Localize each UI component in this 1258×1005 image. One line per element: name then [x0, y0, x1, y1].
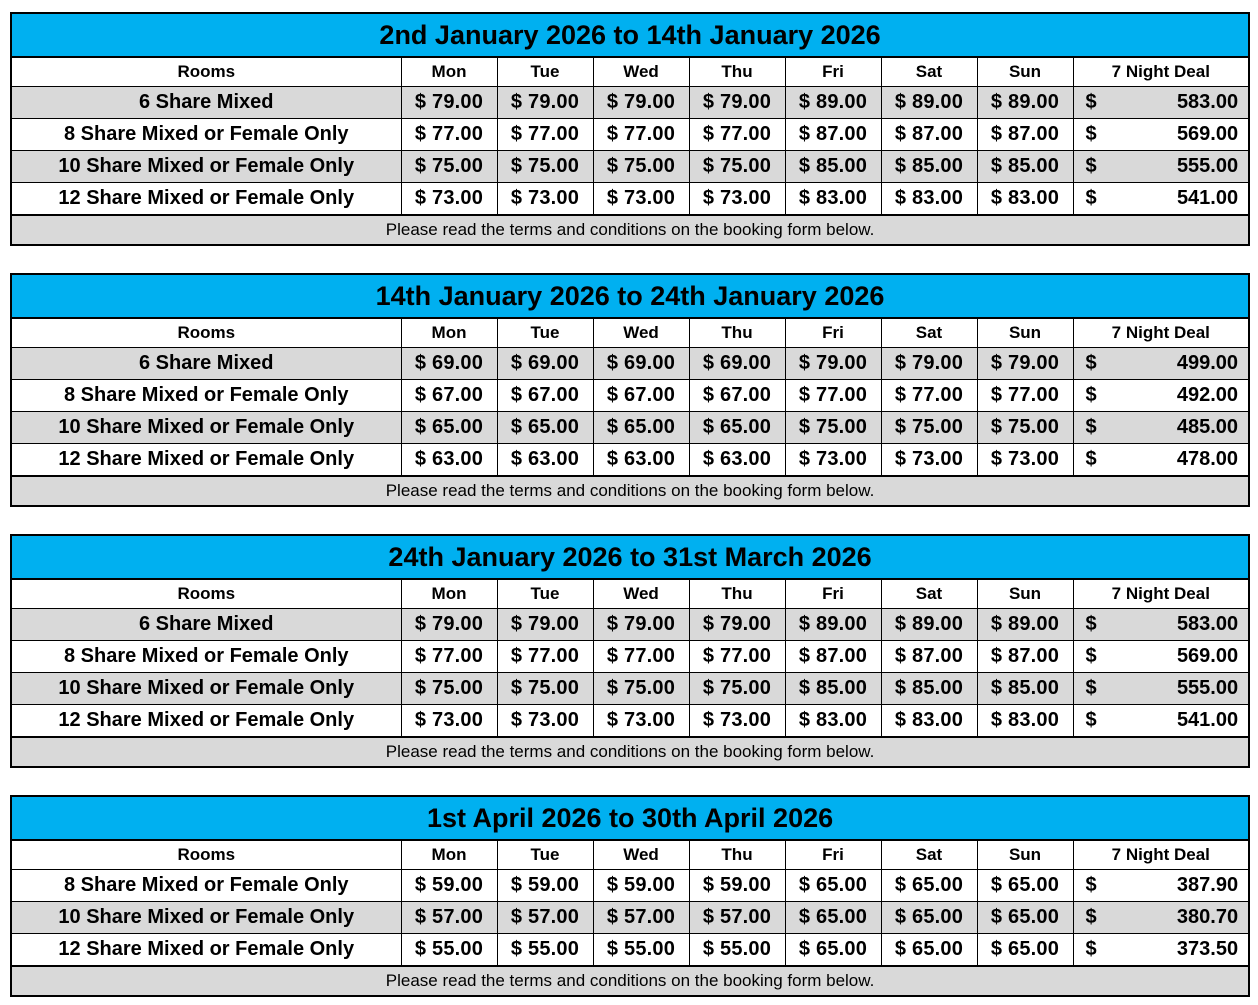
header-sun: Sun	[977, 318, 1073, 348]
price-fri: $ 75.00	[785, 412, 881, 444]
deal-price: 583.00	[1176, 91, 1239, 113]
price-sun: $ 85.00	[977, 673, 1073, 705]
room-name: 12 Share Mixed or Female Only	[11, 444, 401, 477]
price-sat: $ 87.00	[881, 119, 977, 151]
header-sat: Sat	[881, 318, 977, 348]
deal-cell	[1073, 183, 1249, 216]
price-sat: $ 83.00	[881, 705, 977, 738]
price-thu: $ 57.00	[689, 902, 785, 934]
currency-symbol: $	[1085, 187, 1097, 209]
table-row	[11, 412, 1249, 444]
room-name: 8 Share Mixed or Female Only	[11, 380, 401, 412]
price-wed: $ 79.00	[593, 609, 689, 641]
price-sat: $ 75.00	[881, 412, 977, 444]
price-sun: $ 83.00	[977, 183, 1073, 216]
deal-price: 485.00	[1176, 416, 1239, 438]
table-row	[11, 934, 1249, 967]
currency-symbol: $	[1085, 613, 1097, 635]
price-wed: $ 63.00	[593, 444, 689, 477]
room-name: 10 Share Mixed or Female Only	[11, 673, 401, 705]
deal-price: 569.00	[1176, 123, 1239, 145]
price-wed: $ 75.00	[593, 151, 689, 183]
price-thu: $ 75.00	[689, 673, 785, 705]
price-fri: $ 89.00	[785, 87, 881, 119]
price-thu: $ 55.00	[689, 934, 785, 967]
price-sun: $ 87.00	[977, 119, 1073, 151]
price-tue: $ 77.00	[497, 641, 593, 673]
deal-cell	[1073, 87, 1249, 119]
header-rooms: Rooms	[11, 579, 401, 609]
table-row	[11, 673, 1249, 705]
price-thu: $ 77.00	[689, 119, 785, 151]
price-sun: $ 65.00	[977, 870, 1073, 902]
deal-price: 555.00	[1176, 155, 1239, 177]
header-tue: Tue	[497, 579, 593, 609]
terms-note: Please read the terms and conditions on the booking form below.	[11, 966, 1249, 996]
price-wed: $ 65.00	[593, 412, 689, 444]
header-tue: Tue	[497, 318, 593, 348]
price-sat: $ 77.00	[881, 380, 977, 412]
table-row	[11, 902, 1249, 934]
period-title: 14th January 2026 to 24th January 2026	[11, 274, 1249, 318]
header-thu: Thu	[689, 318, 785, 348]
price-sun: $ 75.00	[977, 412, 1073, 444]
period-title: 24th January 2026 to 31st March 2026	[11, 535, 1249, 579]
header-rooms: Rooms	[11, 840, 401, 870]
room-name: 6 Share Mixed	[11, 609, 401, 641]
deal-cell	[1073, 705, 1249, 738]
price-wed: $ 57.00	[593, 902, 689, 934]
price-fri: $ 89.00	[785, 609, 881, 641]
price-thu: $ 73.00	[689, 183, 785, 216]
price-sat: $ 79.00	[881, 348, 977, 380]
header-mon: Mon	[401, 318, 497, 348]
price-thu: $ 75.00	[689, 151, 785, 183]
table-row	[11, 641, 1249, 673]
price-sat: $ 87.00	[881, 641, 977, 673]
price-mon: $ 75.00	[401, 151, 497, 183]
currency-symbol: $	[1085, 155, 1097, 177]
price-fri: $ 83.00	[785, 705, 881, 738]
header-sat: Sat	[881, 840, 977, 870]
price-sat: $ 89.00	[881, 87, 977, 119]
deal-price: 555.00	[1176, 677, 1239, 699]
price-sun: $ 87.00	[977, 641, 1073, 673]
room-name: 12 Share Mixed or Female Only	[11, 934, 401, 967]
price-mon: $ 59.00	[401, 870, 497, 902]
header-fri: Fri	[785, 318, 881, 348]
price-mon: $ 55.00	[401, 934, 497, 967]
currency-symbol: $	[1085, 384, 1097, 406]
price-sat: $ 89.00	[881, 609, 977, 641]
price-mon: $ 65.00	[401, 412, 497, 444]
table-row	[11, 705, 1249, 738]
terms-note: Please read the terms and conditions on the booking form below.	[11, 215, 1249, 245]
deal-cell	[1073, 348, 1249, 380]
table-row	[11, 151, 1249, 183]
price-fri: $ 87.00	[785, 119, 881, 151]
period-title: 1st April 2026 to 30th April 2026	[11, 796, 1249, 840]
currency-symbol: $	[1085, 874, 1097, 896]
period-title: 2nd January 2026 to 14th January 2026	[11, 13, 1249, 57]
room-name: 8 Share Mixed or Female Only	[11, 641, 401, 673]
room-name: 12 Share Mixed or Female Only	[11, 705, 401, 738]
currency-symbol: $	[1085, 352, 1097, 374]
deal-cell	[1073, 641, 1249, 673]
currency-symbol: $	[1085, 677, 1097, 699]
terms-note: Please read the terms and conditions on the booking form below.	[11, 737, 1249, 767]
header-rooms: Rooms	[11, 57, 401, 87]
price-mon: $ 73.00	[401, 183, 497, 216]
price-tue: $ 67.00	[497, 380, 593, 412]
header-mon: Mon	[401, 840, 497, 870]
header-wed: Wed	[593, 840, 689, 870]
price-mon: $ 73.00	[401, 705, 497, 738]
price-tue: $ 79.00	[497, 87, 593, 119]
header-sun: Sun	[977, 57, 1073, 87]
rate-table-3	[10, 534, 1250, 768]
deal-cell	[1073, 444, 1249, 477]
header-fri: Fri	[785, 57, 881, 87]
price-sat: $ 85.00	[881, 151, 977, 183]
room-name: 8 Share Mixed or Female Only	[11, 119, 401, 151]
room-name: 10 Share Mixed or Female Only	[11, 902, 401, 934]
header-7-night-deal: 7 Night Deal	[1073, 840, 1249, 870]
price-tue: $ 75.00	[497, 673, 593, 705]
price-tue: $ 59.00	[497, 870, 593, 902]
price-fri: $ 65.00	[785, 870, 881, 902]
price-wed: $ 73.00	[593, 705, 689, 738]
price-thu: $ 77.00	[689, 641, 785, 673]
header-sun: Sun	[977, 840, 1073, 870]
header-tue: Tue	[497, 57, 593, 87]
deal-cell	[1073, 870, 1249, 902]
table-row	[11, 348, 1249, 380]
header-wed: Wed	[593, 318, 689, 348]
price-wed: $ 59.00	[593, 870, 689, 902]
deal-cell	[1073, 151, 1249, 183]
deal-cell	[1073, 609, 1249, 641]
header-7-night-deal: 7 Night Deal	[1073, 579, 1249, 609]
price-mon: $ 75.00	[401, 673, 497, 705]
room-name: 6 Share Mixed	[11, 348, 401, 380]
rate-table-1	[10, 12, 1250, 246]
price-tue: $ 77.00	[497, 119, 593, 151]
price-sun: $ 89.00	[977, 609, 1073, 641]
room-name: 10 Share Mixed or Female Only	[11, 151, 401, 183]
deal-cell	[1073, 902, 1249, 934]
price-wed: $ 77.00	[593, 119, 689, 151]
price-sat: $ 85.00	[881, 673, 977, 705]
price-sun: $ 65.00	[977, 902, 1073, 934]
currency-symbol: $	[1085, 123, 1097, 145]
price-wed: $ 79.00	[593, 87, 689, 119]
price-sat: $ 83.00	[881, 183, 977, 216]
header-7-night-deal: 7 Night Deal	[1073, 57, 1249, 87]
header-thu: Thu	[689, 579, 785, 609]
price-tue: $ 75.00	[497, 151, 593, 183]
header-sat: Sat	[881, 579, 977, 609]
price-thu: $ 63.00	[689, 444, 785, 477]
header-7-night-deal: 7 Night Deal	[1073, 318, 1249, 348]
price-thu: $ 79.00	[689, 609, 785, 641]
price-fri: $ 87.00	[785, 641, 881, 673]
rate-table-4	[10, 795, 1250, 997]
header-thu: Thu	[689, 840, 785, 870]
price-mon: $ 79.00	[401, 609, 497, 641]
price-tue: $ 73.00	[497, 705, 593, 738]
table-row	[11, 119, 1249, 151]
price-mon: $ 57.00	[401, 902, 497, 934]
deal-price: 541.00	[1176, 187, 1239, 209]
currency-symbol: $	[1085, 448, 1097, 470]
price-sun: $ 85.00	[977, 151, 1073, 183]
table-row	[11, 183, 1249, 216]
room-name: 10 Share Mixed or Female Only	[11, 412, 401, 444]
deal-cell	[1073, 380, 1249, 412]
header-mon: Mon	[401, 579, 497, 609]
deal-cell	[1073, 934, 1249, 967]
deal-price: 373.50	[1176, 938, 1239, 960]
price-fri: $ 83.00	[785, 183, 881, 216]
deal-cell	[1073, 412, 1249, 444]
price-tue: $ 63.00	[497, 444, 593, 477]
price-wed: $ 77.00	[593, 641, 689, 673]
price-thu: $ 69.00	[689, 348, 785, 380]
price-wed: $ 73.00	[593, 183, 689, 216]
table-row	[11, 380, 1249, 412]
price-mon: $ 77.00	[401, 119, 497, 151]
price-sun: $ 77.00	[977, 380, 1073, 412]
table-row	[11, 87, 1249, 119]
deal-cell	[1073, 673, 1249, 705]
price-fri: $ 85.00	[785, 673, 881, 705]
deal-cell	[1073, 119, 1249, 151]
price-sun: $ 89.00	[977, 87, 1073, 119]
price-wed: $ 75.00	[593, 673, 689, 705]
price-wed: $ 55.00	[593, 934, 689, 967]
header-thu: Thu	[689, 57, 785, 87]
price-tue: $ 57.00	[497, 902, 593, 934]
price-thu: $ 73.00	[689, 705, 785, 738]
room-name: 12 Share Mixed or Female Only	[11, 183, 401, 216]
deal-price: 569.00	[1176, 645, 1239, 667]
currency-symbol: $	[1085, 645, 1097, 667]
header-mon: Mon	[401, 57, 497, 87]
deal-price: 478.00	[1176, 448, 1239, 470]
price-tue: $ 55.00	[497, 934, 593, 967]
price-mon: $ 67.00	[401, 380, 497, 412]
currency-symbol: $	[1085, 91, 1097, 113]
deal-price: 541.00	[1176, 709, 1239, 731]
table-row	[11, 444, 1249, 477]
room-name: 6 Share Mixed	[11, 87, 401, 119]
price-fri: $ 73.00	[785, 444, 881, 477]
price-thu: $ 67.00	[689, 380, 785, 412]
table-row	[11, 870, 1249, 902]
price-fri: $ 65.00	[785, 934, 881, 967]
rate-table-2	[10, 273, 1250, 507]
price-sun: $ 73.00	[977, 444, 1073, 477]
header-fri: Fri	[785, 579, 881, 609]
price-tue: $ 69.00	[497, 348, 593, 380]
deal-price: 492.00	[1176, 384, 1239, 406]
header-sat: Sat	[881, 57, 977, 87]
currency-symbol: $	[1085, 709, 1097, 731]
header-rooms: Rooms	[11, 318, 401, 348]
price-sat: $ 65.00	[881, 934, 977, 967]
currency-symbol: $	[1085, 938, 1097, 960]
price-thu: $ 59.00	[689, 870, 785, 902]
price-wed: $ 67.00	[593, 380, 689, 412]
price-tue: $ 65.00	[497, 412, 593, 444]
price-thu: $ 65.00	[689, 412, 785, 444]
price-mon: $ 79.00	[401, 87, 497, 119]
price-tue: $ 73.00	[497, 183, 593, 216]
header-wed: Wed	[593, 579, 689, 609]
table-row	[11, 609, 1249, 641]
room-name: 8 Share Mixed or Female Only	[11, 870, 401, 902]
header-sun: Sun	[977, 579, 1073, 609]
price-mon: $ 69.00	[401, 348, 497, 380]
header-tue: Tue	[497, 840, 593, 870]
deal-price: 387.90	[1176, 874, 1239, 896]
currency-symbol: $	[1085, 906, 1097, 928]
deal-price: 499.00	[1176, 352, 1239, 374]
deal-price: 583.00	[1176, 613, 1239, 635]
price-mon: $ 77.00	[401, 641, 497, 673]
price-wed: $ 69.00	[593, 348, 689, 380]
price-mon: $ 63.00	[401, 444, 497, 477]
price-sun: $ 65.00	[977, 934, 1073, 967]
currency-symbol: $	[1085, 416, 1097, 438]
header-fri: Fri	[785, 840, 881, 870]
terms-note: Please read the terms and conditions on the booking form below.	[11, 476, 1249, 506]
header-wed: Wed	[593, 57, 689, 87]
price-fri: $ 79.00	[785, 348, 881, 380]
price-sun: $ 83.00	[977, 705, 1073, 738]
price-fri: $ 77.00	[785, 380, 881, 412]
deal-price: 380.70	[1176, 906, 1239, 928]
price-sat: $ 65.00	[881, 902, 977, 934]
price-sat: $ 73.00	[881, 444, 977, 477]
price-thu: $ 79.00	[689, 87, 785, 119]
price-sat: $ 65.00	[881, 870, 977, 902]
price-tue: $ 79.00	[497, 609, 593, 641]
price-fri: $ 85.00	[785, 151, 881, 183]
price-fri: $ 65.00	[785, 902, 881, 934]
price-sun: $ 79.00	[977, 348, 1073, 380]
